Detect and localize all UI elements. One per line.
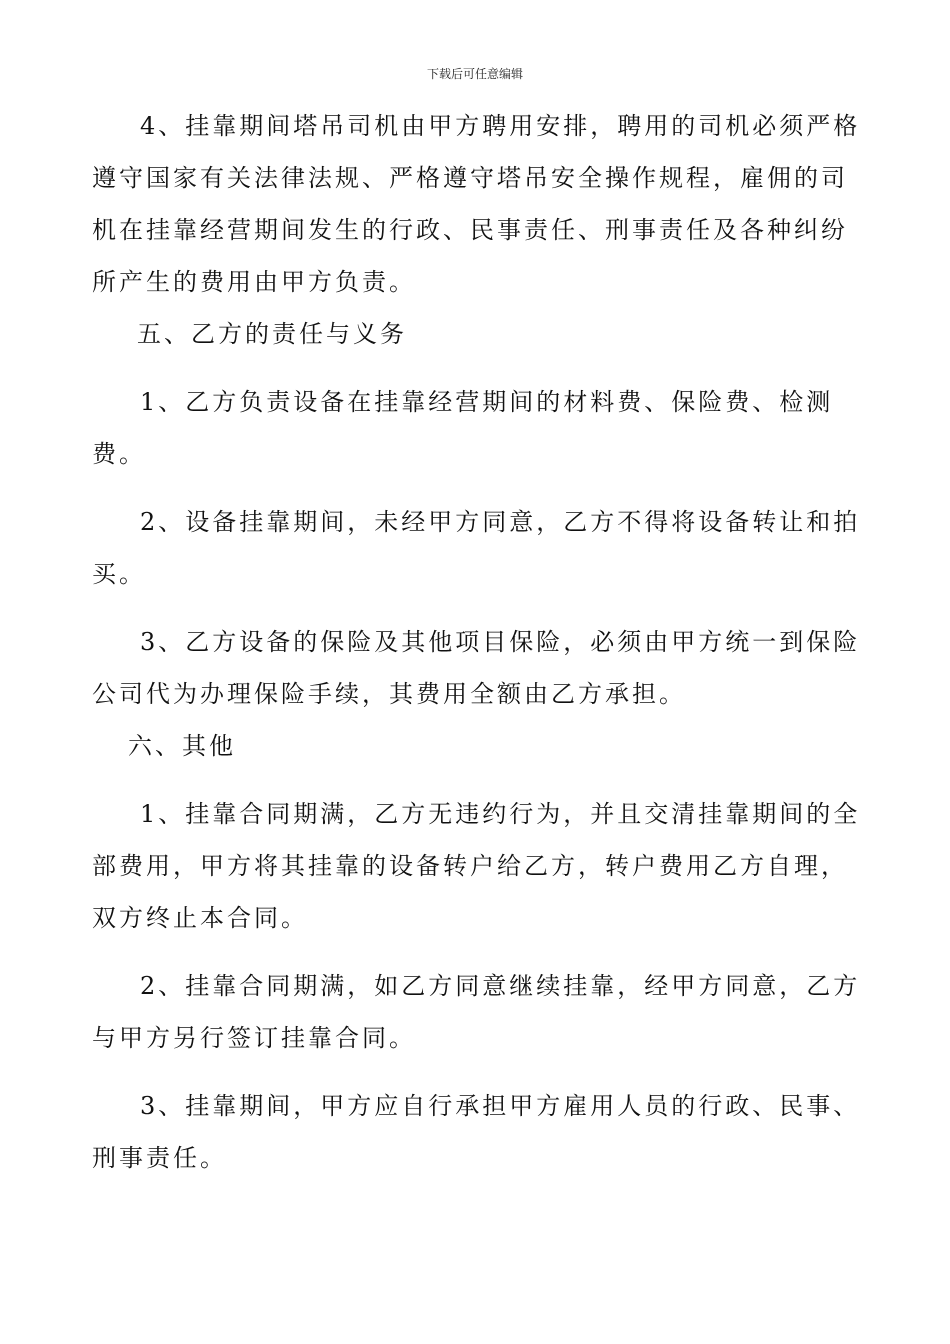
paragraph-section5-item2: 2、设备挂靠期间，未经甲方同意，乙方不得将设备转让和拍买。 <box>92 508 861 588</box>
paragraph-section5-item1: 1、乙方负责设备在挂靠经营期间的材料费、保险费、检测费。 <box>92 388 834 468</box>
section-heading-6: 六、其他 <box>128 732 236 760</box>
section-heading-5: 五、乙方的责任与义务 <box>137 320 407 348</box>
header-note: 下载后可任意编辑 <box>426 67 523 81</box>
paragraph-section6-item3: 3、挂靠期间，甲方应自行承担甲方雇用人员的行政、民事、刑事责任。 <box>92 1092 861 1172</box>
paragraph-section6-item1: 1、挂靠合同期满，乙方无违约行为，并且交清挂靠期间的全部费用，甲方将其挂靠的设备转户给乙方，转户费用乙方自理，双方终止本合同。 <box>92 800 861 932</box>
paragraph-section6-item2: 2、挂靠合同期满，如乙方同意继续挂靠，经甲方同意，乙方与甲方另行签订挂靠合同。 <box>92 972 861 1052</box>
paragraph-clause-4: 4、挂靠期间塔吊司机由甲方聘用安排，聘用的司机必须严格遵守国家有关法律法规、严格遵守塔吊安全操作规程，雇佣的司机在挂靠经营期间发生的行政、民事责任、刑事责任及各种纠纷所产生的费用由甲方负责。 <box>92 112 861 296</box>
document-body <box>92 100 862 1184</box>
paragraph-section5-item3: 3、乙方设备的保险及其他项目保险，必须由甲方统一到保险公司代为办理保险手续，其费用全额由乙方承担。 <box>92 628 861 708</box>
